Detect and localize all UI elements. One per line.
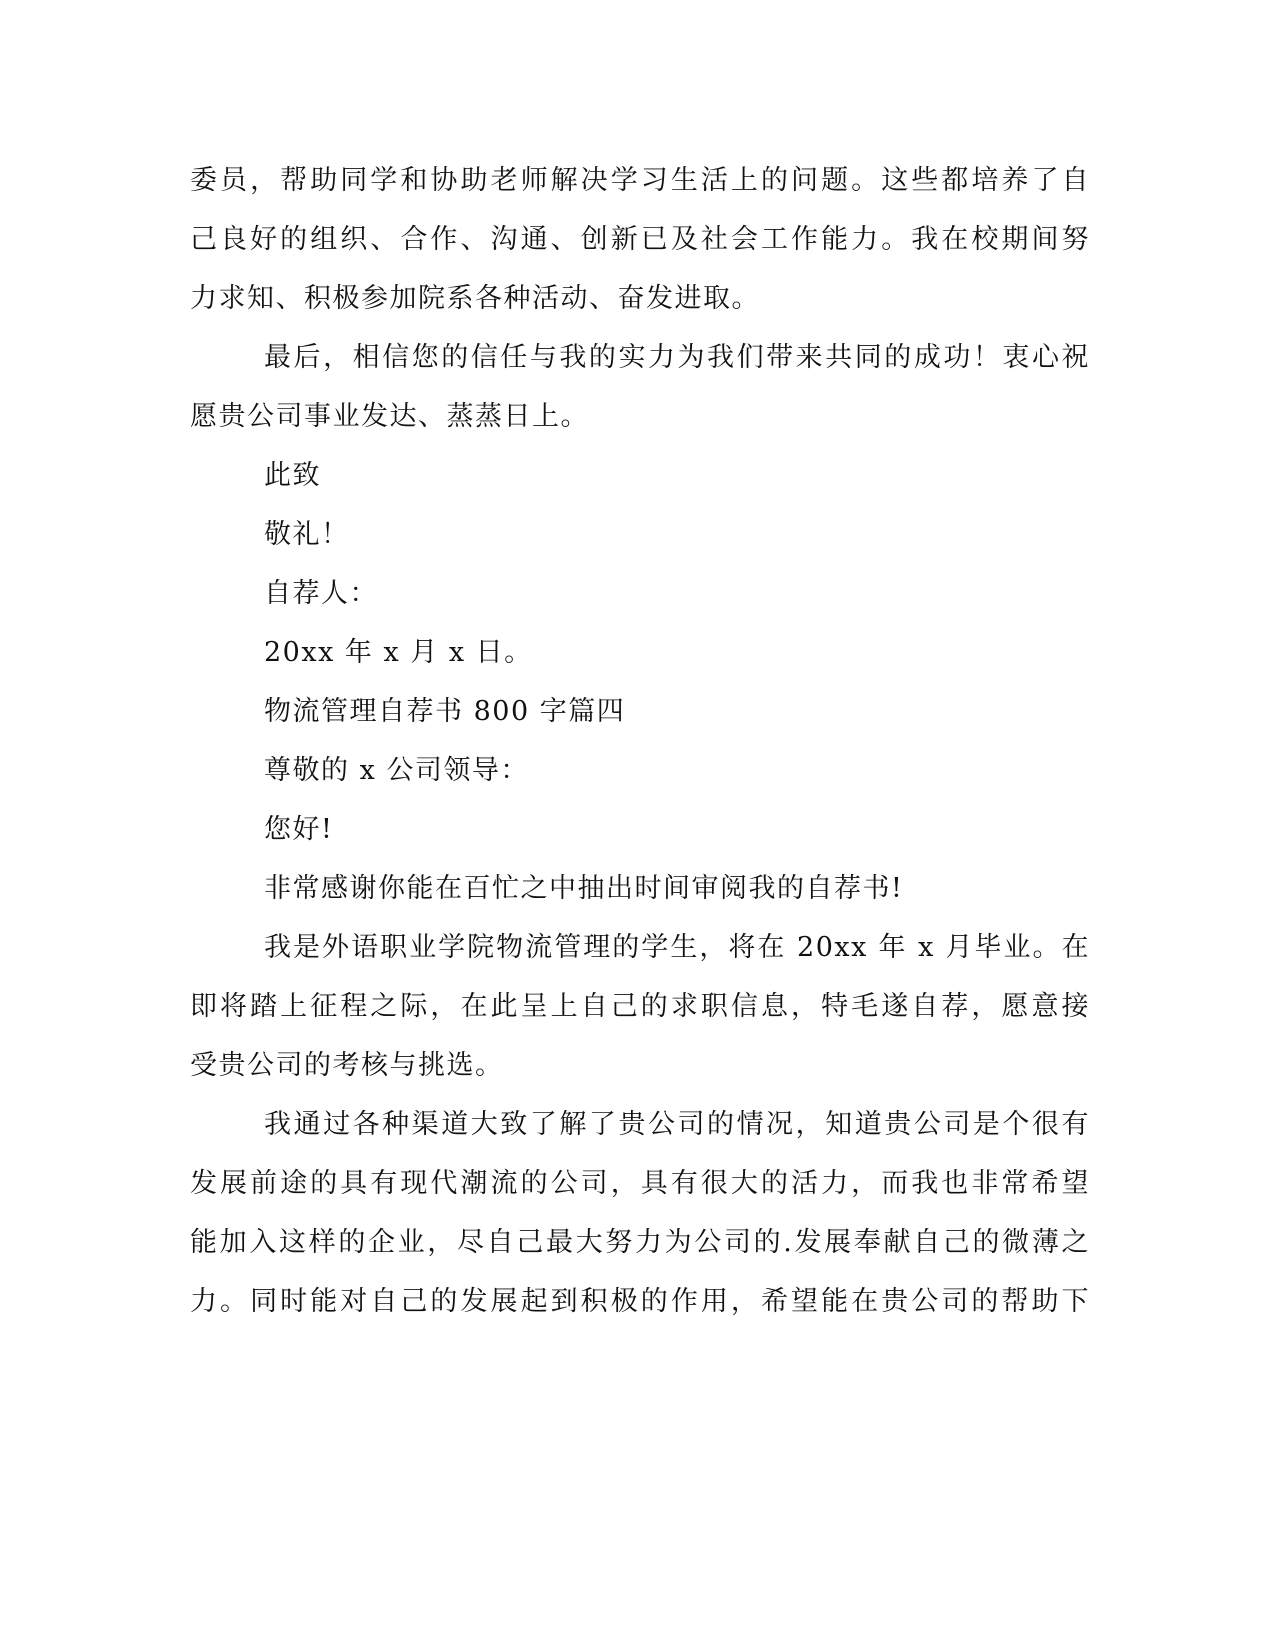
text-line: 发展前途的具有现代潮流的公司，具有很大的活力，而我也非常希望 <box>190 1168 1090 1199</box>
greeting: 您好! <box>264 814 334 845</box>
closing-line: 敬礼！ <box>264 519 350 550</box>
text-line: 最后，相信您的信任与我的实力为我们带来共同的成功！衷心祝 <box>264 342 1090 373</box>
text-line: 我是外语职业学院物流管理的学生，将在 20xx 年 x 月毕业。在 <box>264 932 1090 963</box>
text-line: 己良好的组织、合作、沟通、创新已及社会工作能力。我在校期间努 <box>190 224 1090 255</box>
closing-line: 此致 <box>264 460 321 491</box>
section-title: 物流管理自荐书 800 字篇四 <box>264 696 626 727</box>
text-line: 委员，帮助同学和协助老师解决学习生活上的问题。这些都培养了自 <box>190 165 1090 196</box>
text-line: 能加入这样的企业，尽自己最大努力为公司的.发展奉献自己的微薄之 <box>190 1227 1090 1258</box>
text-line: 非常感谢你能在百忙之中抽出时间审阅我的自荐书! <box>264 873 904 904</box>
text-line: 即将踏上征程之际，在此呈上自己的求职信息，特毛遂自荐，愿意接 <box>190 991 1090 1022</box>
text-line: 力。同时能对自己的发展起到积极的作用，希望能在贵公司的帮助下 <box>190 1286 1090 1317</box>
signature-line: 自荐人： <box>264 578 378 609</box>
text-line: 愿贵公司事业发达、蒸蒸日上。 <box>190 401 589 432</box>
salutation: 尊敬的 x 公司领导： <box>264 755 529 786</box>
date-line: 20xx 年 x 月 x 日。 <box>264 637 533 668</box>
text-line: 我通过各种渠道大致了解了贵公司的情况，知道贵公司是个很有 <box>264 1109 1090 1140</box>
text-line: 受贵公司的考核与挑选。 <box>190 1050 504 1081</box>
text-line: 力求知、积极参加院系各种活动、奋发进取。 <box>190 283 760 314</box>
